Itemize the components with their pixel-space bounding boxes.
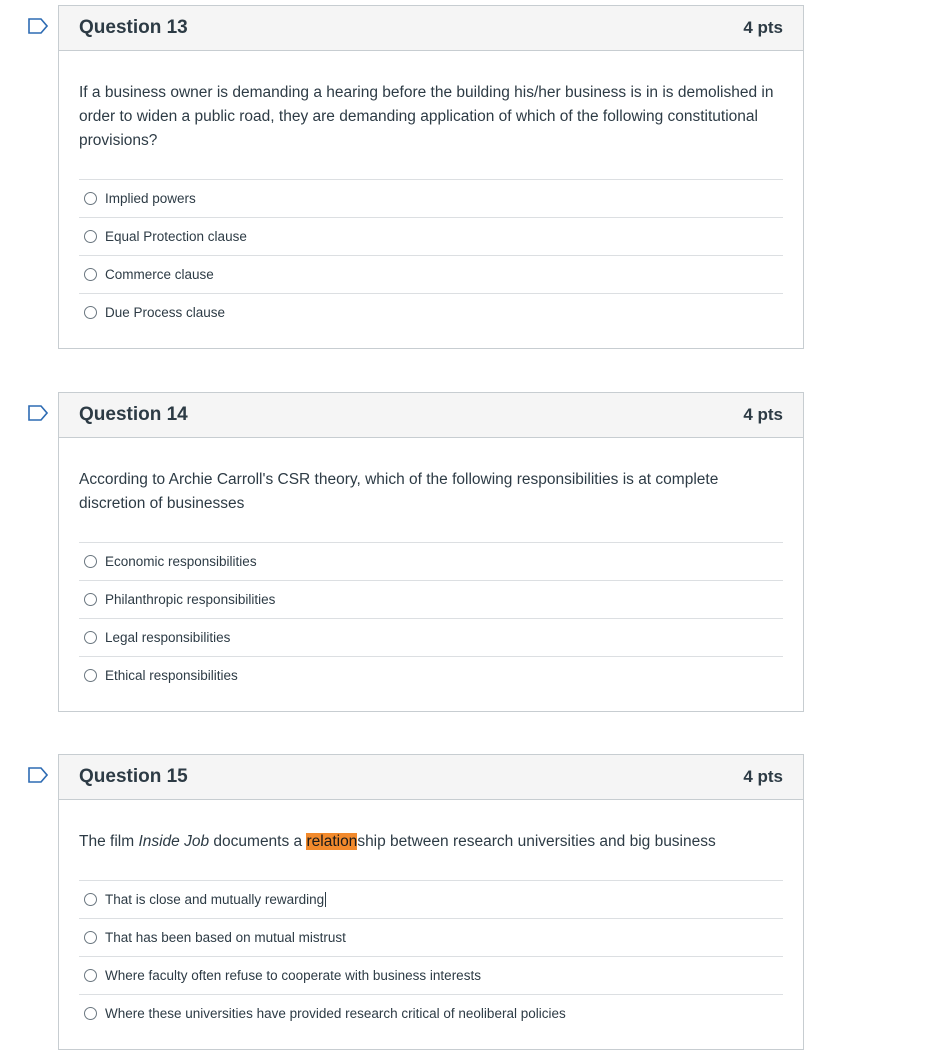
flag-question-icon[interactable]	[28, 767, 48, 783]
answer-option[interactable]: Philanthropic responsibilities	[79, 580, 783, 618]
question-points: 4 pts	[743, 18, 783, 37]
answer-option[interactable]: Implied powers	[79, 179, 783, 217]
question-card-14	[58, 392, 804, 712]
question-card-13	[58, 5, 804, 349]
radio-button-icon[interactable]	[84, 192, 97, 205]
answer-option[interactable]: Economic responsibilities	[79, 542, 783, 580]
flag-question-icon[interactable]	[28, 405, 48, 421]
answer-option[interactable]: Where faculty often refuse to cooperate with business interests	[79, 956, 783, 994]
question-points: 4 pts	[743, 767, 783, 786]
question-points: 4 pts	[743, 405, 783, 424]
radio-button-icon[interactable]	[84, 230, 97, 243]
question-title: Question 15	[79, 766, 188, 787]
radio-button-icon[interactable]	[84, 1007, 97, 1020]
search-highlight: relation	[306, 833, 358, 850]
answer-list	[79, 542, 783, 694]
answer-option[interactable]: That is close and mutually rewarding	[79, 880, 783, 918]
question-text: If a business owner is demanding a hearing before the building his/her business is in is demolished in order to widen a public road, they are demanding application of which of the following constitutional provisions?	[79, 84, 774, 149]
answer-option[interactable]: Commerce clause	[79, 255, 783, 293]
text-cursor	[325, 892, 326, 907]
radio-button-icon[interactable]	[84, 555, 97, 568]
radio-button-icon[interactable]	[84, 969, 97, 982]
answer-option[interactable]: Legal responsibilities	[79, 618, 783, 656]
radio-button-icon[interactable]	[84, 306, 97, 319]
question-header	[59, 393, 803, 438]
answer-option[interactable]: Equal Protection clause	[79, 217, 783, 255]
question-text: According to Archie Carroll's CSR theory, which of the following responsibilities is at complete discretion of businesses	[79, 471, 719, 512]
radio-button-icon[interactable]	[84, 268, 97, 281]
question-title: Question 13	[79, 17, 188, 38]
answer-list	[79, 179, 783, 331]
answer-option[interactable]: Due Process clause	[79, 293, 783, 331]
answer-option[interactable]: That has been based on mutual mistrust	[79, 918, 783, 956]
radio-button-icon[interactable]	[84, 893, 97, 906]
radio-button-icon[interactable]	[84, 593, 97, 606]
question-card-15	[58, 754, 804, 1050]
radio-button-icon[interactable]	[84, 631, 97, 644]
question-header	[59, 6, 803, 51]
flag-question-icon[interactable]	[28, 18, 48, 34]
question-title: Question 14	[79, 404, 188, 425]
question-header	[59, 755, 803, 800]
answer-option[interactable]: Where these universities have provided research critical of neoliberal policies	[79, 994, 783, 1032]
question-text: The film Inside Job documents a relationship between research universities and big business	[79, 833, 716, 850]
radio-button-icon[interactable]	[84, 669, 97, 682]
answer-list	[79, 880, 783, 1032]
radio-button-icon[interactable]	[84, 931, 97, 944]
answer-option[interactable]: Ethical responsibilities	[79, 656, 783, 694]
